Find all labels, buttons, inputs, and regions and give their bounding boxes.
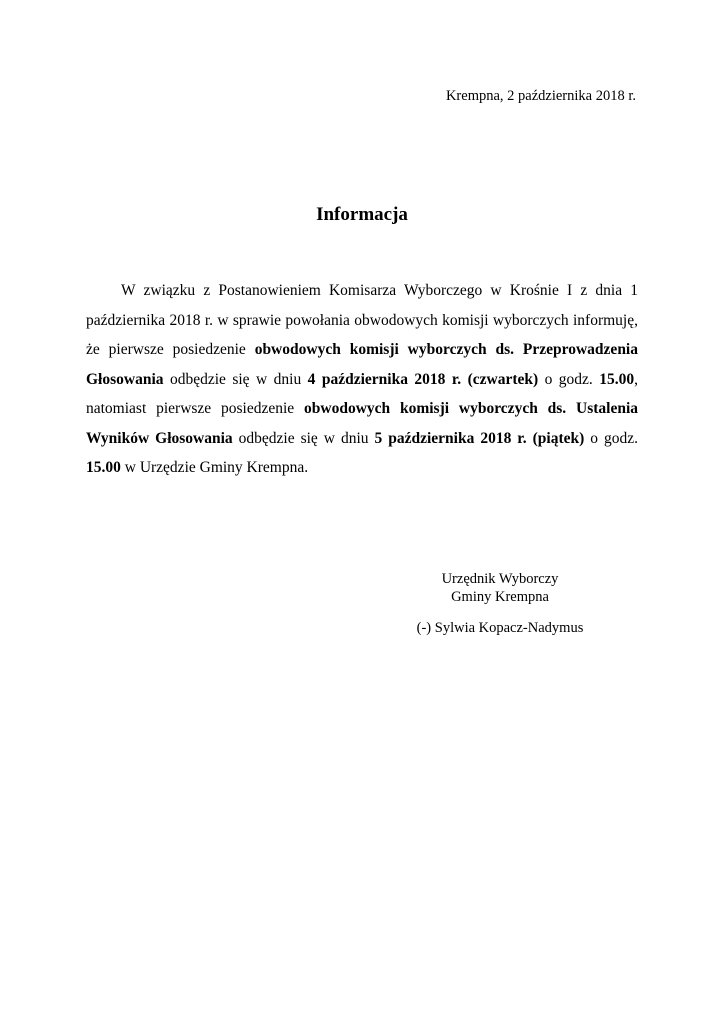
document-title: Informacja	[316, 204, 408, 225]
signature-title: Urzędnik Wyborczy	[441, 571, 559, 587]
body-bold-segment: 4 października 2018 r. (czwartek)	[307, 370, 539, 388]
body-text-segment: , natomiast pierwsze posiedzenie	[86, 370, 638, 417]
place-date: Krempna, 2 października 2018 r.	[445, 88, 636, 104]
body-bold-segment: 5 października 2018 r. (piątek)	[374, 429, 585, 447]
body-text-segment: w Urzędzie Gminy Krempna.	[120, 459, 309, 476]
body-bold-segment: 15.00	[599, 370, 635, 388]
body-bold-segment: obwodowych komisji wyborczych ds. Przeprowadzenia Głosowania	[86, 341, 638, 388]
body-paragraph	[86, 276, 638, 483]
body-text-segment: o godz.	[538, 370, 600, 388]
body-text-segment: o godz.	[584, 429, 638, 447]
body-text-segment: odbędzie się w dniu	[232, 429, 375, 447]
signature-name: (-) Sylwia Kopacz-Nadymus	[416, 620, 584, 636]
signature-office: Gminy Krempna	[451, 589, 549, 605]
body-text-segment: W związku z Postanowieniem Komisarza Wyborczego w Krośnie I z dnia 1 października 2018 r. w sprawie powołania obwodowych komisji wyborczych informuję, że pierwsze posiedzenie	[86, 282, 638, 358]
body-bold-segment: 15.00	[86, 459, 121, 476]
body-text-segment: odbędzie się w dniu	[163, 370, 308, 388]
signature-block	[395, 570, 605, 637]
body-bold-segment: obwodowych komisji wyborczych ds. Ustalenia Wyników Głosowania	[86, 400, 639, 447]
